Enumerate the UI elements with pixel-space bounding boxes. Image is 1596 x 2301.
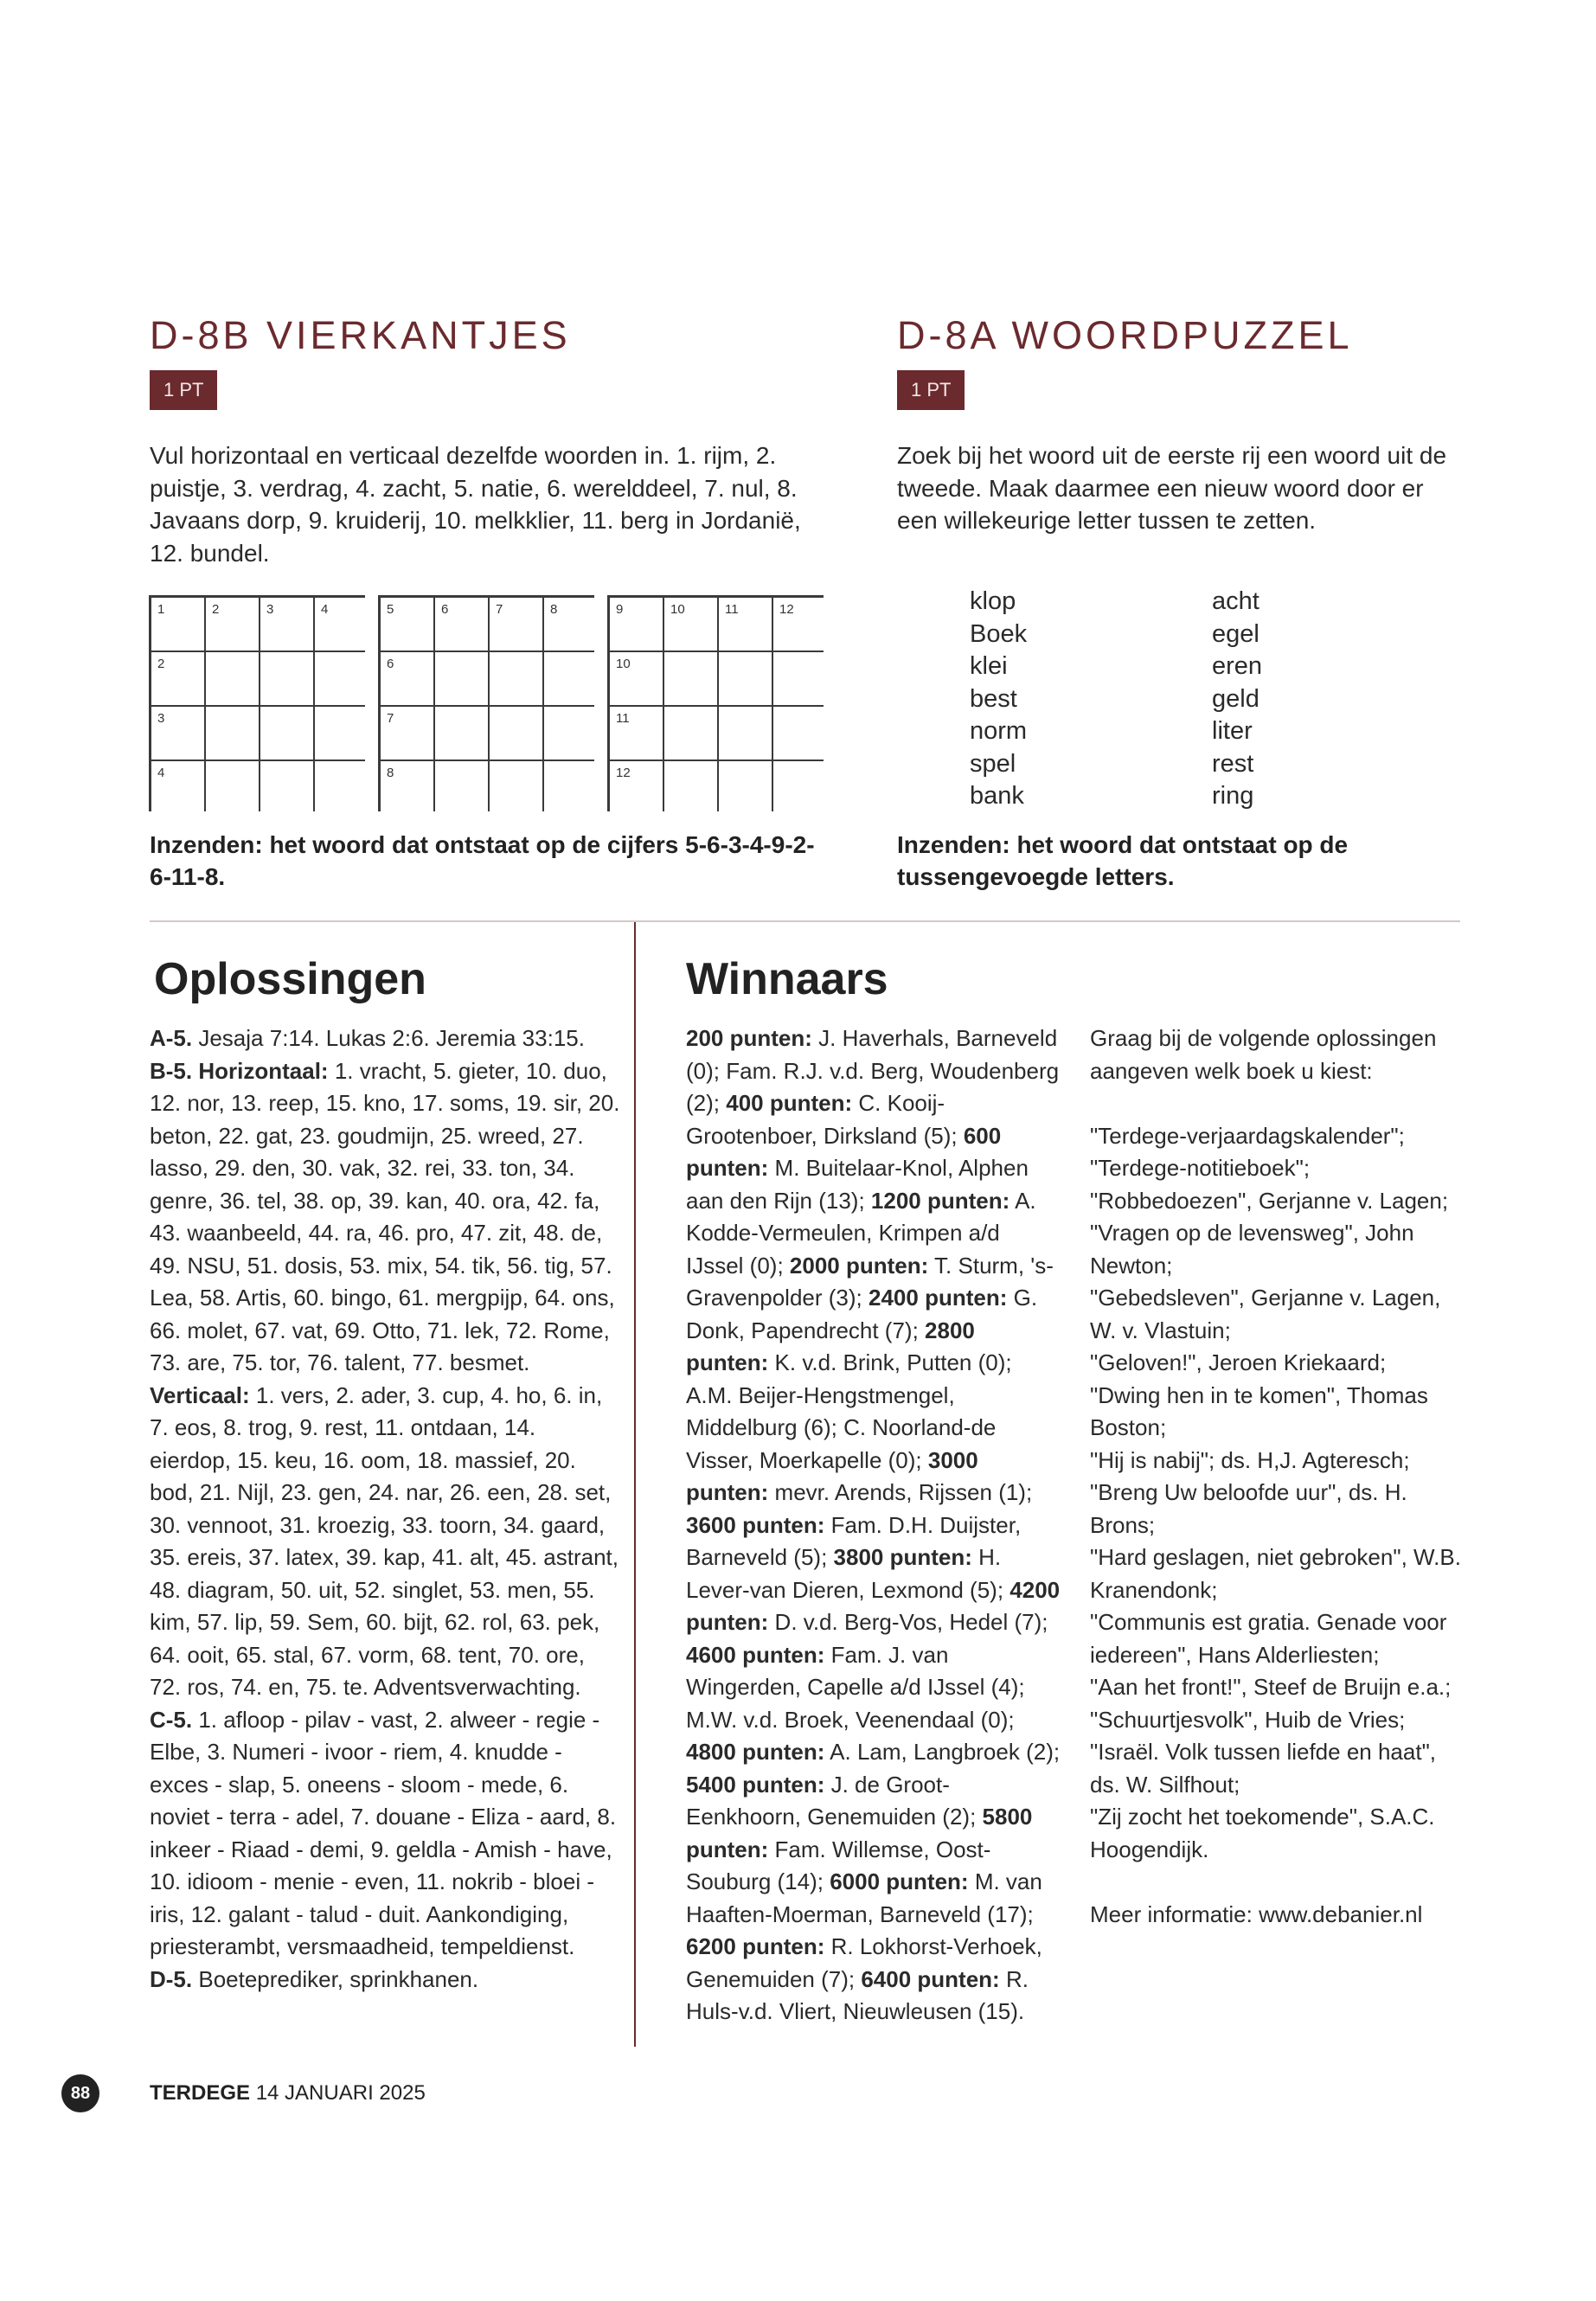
grid-cell[interactable] [151, 652, 204, 705]
cell-number: 6 [441, 602, 449, 617]
winner-points: 6200 punten: [686, 1933, 825, 1959]
footer-line [150, 2081, 426, 2106]
winner-points: 200 punten: [686, 1025, 812, 1051]
winner-names: G. Donk, Papendrecht (7); [686, 1285, 1038, 1343]
winner-points: 600 punten: [686, 1122, 1002, 1181]
grid-cell[interactable] [206, 761, 259, 814]
winner-points: 5800 punten: [686, 1804, 1033, 1862]
grid-cell[interactable] [773, 707, 826, 760]
magazine-name: TERDEGE [150, 2081, 251, 2105]
cell-number: 8 [550, 602, 558, 617]
submit-instruction: Inzenden: het woord dat ontstaat op de tussengevoegde letters. [897, 831, 1349, 890]
book-option: "Dwing hen in te komen", Thomas Boston; [1090, 1381, 1428, 1440]
grid-cell[interactable] [490, 707, 542, 760]
book-option: "Hij is nabij"; ds. H,J. Agteresch; [1090, 1446, 1410, 1473]
winner-names: M. van Haaften-Moerman, Barneveld (17); [686, 1868, 1042, 1927]
book-option: "Aan het front!", Steef de Bruijn e.a.; [1090, 1674, 1452, 1700]
winner-names: K. v.d. Brink, Putten (0); A.M. Beijer-Hengstmengel, Middelburg (6); C. Noorland-de Visser, Moerkapelle (0); [686, 1349, 1012, 1473]
winners-text [686, 1022, 1465, 2035]
winner-points: 400 punten: [726, 1090, 853, 1116]
book-option: "Robbedoezen", Gerjanne v. Lagen; [1090, 1187, 1449, 1214]
grid-cell[interactable] [544, 707, 597, 760]
grid-cell[interactable] [260, 707, 313, 760]
more-info[interactable]: Meer informatie: www.debanier.nl [1090, 1900, 1423, 1927]
grid-cell[interactable] [381, 652, 433, 705]
cell-number: 11 [725, 602, 739, 617]
grid-cell[interactable] [719, 598, 772, 651]
cell-number: 9 [616, 602, 624, 617]
winner-names: J. Haverhals, Barneveld (0); Fam. R.J. v.d. Berg, Woudenberg (2); [686, 1025, 1060, 1116]
cell-number: 4 [321, 602, 329, 617]
grid-cell[interactable] [664, 707, 717, 760]
book-option: "Schuurtjesvolk", Huib de Vries; [1090, 1706, 1406, 1733]
winner-names: D. v.d. Berg-Vos, Hedel (7); [768, 1609, 1048, 1635]
horizontal-divider [150, 920, 1460, 922]
grid-cell[interactable] [719, 761, 772, 814]
grid-cell[interactable] [610, 761, 663, 814]
grid-cell[interactable] [151, 598, 204, 651]
grid-cell[interactable] [151, 707, 204, 760]
book-option: "Zij zocht het toekomende", S.A.C. Hoogendijk. [1090, 1804, 1435, 1862]
word-item: liter [1212, 717, 1253, 745]
grid-cell[interactable] [381, 761, 433, 814]
grid-cell[interactable] [206, 707, 259, 760]
winners-list [686, 1022, 1061, 2029]
cell-number: 11 [616, 711, 630, 726]
solutions-text: A-5. Jesaja 7:14. Lukas 2:6. Jeremia 33:15. B-5. Horizontaal: 1. vracht, 5. gieter, 10. duo, 12. nor, 13. reep, 15. kno, 17. soms, 19. sir, 20. beton, 22. gat, 23. goudmijn, 25. wreed, 27. lasso, 29. den, 30. vak, 32. rei, 33. ton, 34. genre, 36. tel, 38. op, 39. kan, 40. ora, 42. fa, 43. waanbeeld, 44. ra, 46. pro, 47. zit, 48. de, 49. NSU, 51. dosis, 53. mix, 54. tik, 56. tig, 57. Lea, 58. Artis, 60. bingo, 61. mergpijp, 64. ons, 66. molet, 67. vat, 69. Otto, 71. lek, 72. Rome, 73. are, 75. tor, 76. talent, 77. besmet. Verticaal: 1. vers, 2. ader, 3. cup, 4. ho, 6. in, 7. eos, 8. trog, 9. rest, 11. ontdaan, 14. eierdop, 15. keu, 16. oom, 18. massief, 20. bod, 21. Nijl, 23. gen, 24. nar, 26. een, 28. set, 30. vennoot, 31. kroezig, 33. toorn, 34. gaard, 35. ereis, 37. latex, 39. kap, 41. alt, 45. astrant, 48. diagram, 50. uit, 52. singlet, 53. men, 55. kim, 57. lip, 59. Sem, 60. bijt, 62. rol, 63. pek, 64. ooit, 65. stal, 67. vorm, 68. tent, 70. ore, 72. ros, 74. en, 75. te. Adventsverwachting. C-5. 1. afloop - pilav - vast, 2. alweer - regie - Elbe, 3. Numeri - ivoor - riem, 4. knudde - exces - slap, 5. oneens - sloom - mede, 6. noviet - terra - adel, 7. douane - Eliza - aard, 8. inkeer - Riaad - demi, 9. geldla - Amish - have, 10. idioom - menie - even, 11. nokrib - bloei - iris, 12. galant - talud - duit. Aankondiging, priesterambt, versmaadheid, tempeldienst. D-5. Boeteprediker, sprinkhanen. [150, 1025, 620, 1992]
cell-number: 10 [616, 657, 631, 671]
word-item: Boek [970, 619, 1028, 648]
grid-cell[interactable] [773, 761, 826, 814]
winner-points: 2000 punten: [789, 1252, 929, 1279]
winner-points: 2800 punten: [686, 1317, 975, 1375]
grid-cell[interactable] [773, 652, 826, 705]
cell-number: 7 [496, 602, 503, 617]
issue-date: 14 JANUARI 2025 [255, 2081, 426, 2105]
solutions-heading: Oplossingen [154, 954, 426, 1004]
book-option: "Breng Uw beloofde uur", ds. H. Brons; [1090, 1479, 1407, 1538]
book-option: "Vragen op de levensweg", John Newton; [1090, 1220, 1414, 1279]
grid-cell[interactable] [381, 598, 433, 651]
grid-cell[interactable] [151, 761, 204, 814]
puzzle-instructions: Vul horizontaal en verticaal dezelfde woorden in. 1. rijm, 2. puistje, 3. verdrag, 4. zacht, 5. natie, 6. werelddeel, 7. nul, 8. Javaans dorp, 9. kruiderij, 10. melkklier, 11. berg in Jordanië, 12. bundel. [150, 442, 801, 567]
winner-names: J. de Groot-Eenkhoorn, Genemuiden (2); [686, 1771, 977, 1830]
grid-cell[interactable] [490, 761, 542, 814]
winner-points: 5400 punten: [686, 1771, 825, 1798]
book-option: "Communis est gratia. Genade voor iedereen", Hans Alderliesten; [1090, 1609, 1447, 1668]
grid-cell[interactable] [206, 652, 259, 705]
winner-names: H. Lever-van Dieren, Lexmond (5); [686, 1544, 1004, 1603]
grid-cell[interactable] [773, 598, 826, 651]
word-item: geld [1212, 684, 1259, 713]
cell-number: 2 [212, 602, 220, 617]
grid-cell[interactable] [544, 761, 597, 814]
winner-names: Fam. Willemse, Oost-Souburg (14); [686, 1836, 991, 1894]
grid-cell[interactable] [490, 652, 542, 705]
grid-cell[interactable] [435, 598, 488, 651]
winner-points: 3600 punten: [686, 1511, 825, 1538]
books-intro: Graag bij de volgende oplossingen aangeven welk boek u kiest: [1090, 1025, 1437, 1084]
grid-cell[interactable] [206, 598, 259, 651]
cell-number: 10 [670, 602, 685, 617]
grid-cell[interactable] [260, 652, 313, 705]
grid-cell[interactable] [664, 652, 717, 705]
grid-cell[interactable] [544, 652, 597, 705]
winner-points: 2400 punten: [869, 1285, 1008, 1311]
winner-points: 3800 punten: [833, 1544, 972, 1570]
grid-cell[interactable] [315, 652, 368, 705]
grid-cell[interactable] [315, 761, 368, 814]
grid-cell[interactable] [435, 652, 488, 705]
winner-names: R. Huls-v.d. Vliert, Nieuwleusen (15). [686, 1965, 1029, 2024]
winner-names: Fam. D.H. Duijster, Barneveld (5); [686, 1511, 1022, 1570]
cell-number: 5 [387, 602, 394, 617]
cell-number: 2 [157, 657, 165, 671]
points-badge: 1 PT [150, 370, 217, 410]
grid-cell[interactable] [435, 761, 488, 814]
winner-names: R. Lokhorst-Verhoek, Genemuiden (7); [686, 1933, 1042, 1992]
word-item: egel [1212, 619, 1259, 648]
winner-names: Fam. J. van Wingerden, Capelle a/d IJssel (4); M.W. v.d. Broek, Veenendaal (0); [686, 1641, 1025, 1733]
grid-cell[interactable] [260, 761, 313, 814]
word-square-grid [149, 595, 365, 811]
word-square-grid [607, 595, 824, 811]
cell-number: 6 [387, 657, 394, 671]
word-item: acht [1212, 587, 1259, 615]
cell-number: 7 [387, 711, 394, 726]
word-item: rest [1212, 749, 1254, 778]
word-column-first [970, 586, 1027, 813]
winner-names: M. Buitelaar-Knol, Alphen aan den Rijn (13); [686, 1155, 1029, 1214]
books-list [1090, 1120, 1465, 1867]
winner-names: A. Lam, Langbroek (2); [824, 1739, 1061, 1765]
word-item: spel [970, 749, 1016, 778]
cell-number: 12 [779, 602, 794, 617]
puzzle-instructions: Zoek bij het woord uit de eerste rij een woord uit de tweede. Maak daarmee een nieuw woord door er een willekeurige letter tussen te zetten. [897, 442, 1447, 534]
winner-names: mevr. Arends, Rijssen (1); [768, 1479, 1033, 1505]
grid-cell[interactable] [719, 707, 772, 760]
word-square-grid [378, 595, 594, 811]
grid-cell[interactable] [610, 707, 663, 760]
page-number: 88 [61, 2074, 99, 2112]
vertical-divider [634, 922, 636, 2047]
grid-cell[interactable] [260, 598, 313, 651]
word-item: klei [970, 652, 1008, 680]
word-item: bank [970, 782, 1024, 810]
cell-number: 4 [157, 766, 165, 780]
winner-names: C. Kooij-Grootenboer, Dirksland (5); [686, 1090, 958, 1149]
book-option: "Gebedsleven", Gerjanne v. Lagen, W. v. Vlastuin; [1090, 1285, 1441, 1343]
cell-number: 8 [387, 766, 394, 780]
cell-number: 1 [157, 602, 165, 617]
winner-points: 3000 punten: [686, 1446, 978, 1505]
winner-points: 4200 punten: [686, 1576, 1061, 1635]
cell-number: 12 [616, 766, 631, 780]
winner-names: T. Sturm, 's-Gravenpolder (3); [686, 1252, 1054, 1311]
grid-cell[interactable] [435, 707, 488, 760]
book-option: "Terdege-verjaardagskalender"; [1090, 1122, 1405, 1149]
grid-cell[interactable] [610, 598, 663, 651]
cell-number: 3 [157, 711, 165, 726]
word-square-grids [149, 595, 824, 811]
book-option: "Hard geslagen, niet gebroken", W.B. Kranendonk; [1090, 1544, 1461, 1603]
winner-points: 4600 punten: [686, 1641, 825, 1668]
winner-names: A. Kodde-Vermeulen, Krimpen a/d IJssel (0); [686, 1187, 1036, 1279]
points-badge: 1 PT [897, 370, 965, 410]
grid-cell[interactable] [664, 598, 717, 651]
puzzle-title-woordpuzzel: D-8A WOORDPUZZEL [897, 313, 1353, 357]
word-column-second [1212, 586, 1262, 813]
word-item: ring [1212, 782, 1254, 810]
grid-cell[interactable] [315, 707, 368, 760]
submit-instruction: Inzenden: het woord dat ontstaat op de cijfers 5-6-3-4-9-2-6-11-8. [150, 831, 815, 890]
winner-points: 6400 punten: [861, 1965, 1000, 1992]
winner-points: 1200 punten: [870, 1187, 1010, 1214]
grid-cell[interactable] [490, 598, 542, 651]
word-item: klop [970, 587, 1016, 615]
grid-cell[interactable] [381, 707, 433, 760]
puzzle-title-vierkantjes: D-8B VIERKANTJES [150, 313, 571, 357]
book-option: "Israël. Volk tussen liefde en haat", ds. W. Silfhout; [1090, 1739, 1437, 1798]
winner-points: 4800 punten: [686, 1739, 825, 1765]
grid-cell[interactable] [315, 598, 368, 651]
grid-cell[interactable] [610, 652, 663, 705]
word-item: eren [1212, 652, 1263, 680]
cell-number: 3 [266, 602, 274, 617]
grid-cell[interactable] [664, 761, 717, 814]
word-item: norm [970, 717, 1028, 745]
book-option: "Geloven!", Jeroen Kriekaard; [1090, 1349, 1387, 1375]
book-option: "Terdege-notitieboek"; [1090, 1155, 1311, 1181]
grid-cell[interactable] [719, 652, 772, 705]
grid-cell[interactable] [544, 598, 597, 651]
winner-points: 6000 punten: [830, 1868, 969, 1894]
word-item: best [970, 684, 1017, 713]
winners-heading: Winnaars [686, 954, 888, 1004]
